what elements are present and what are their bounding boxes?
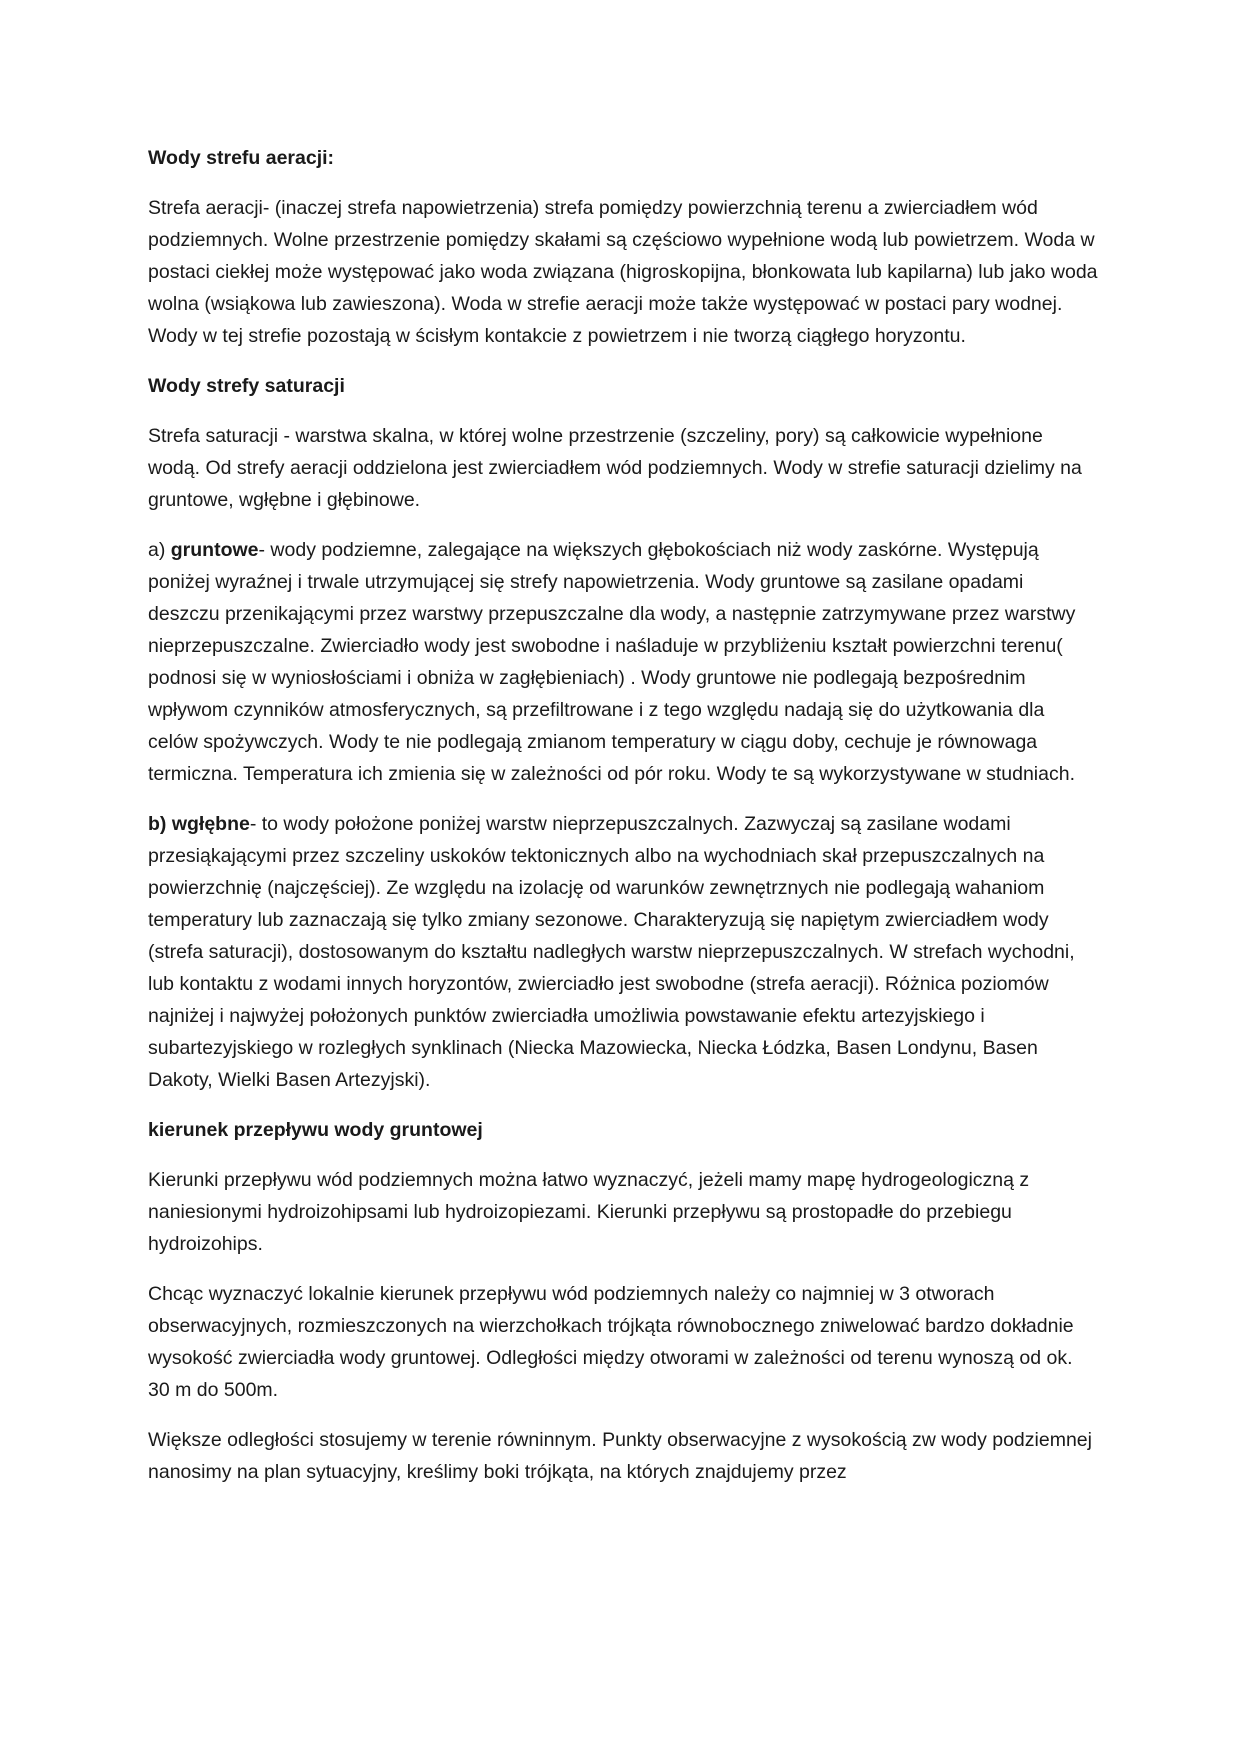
paragraph-flow-distances: Większe odległości stosujemy w terenie równinnym. Punkty obserwacyjne z wysokością zw wody podziemnej nanosimy na plan sytuacyjny, kreślimy boki trójkąta, na których znajdujemy przez <box>148 1429 1092 1483</box>
paragraph-saturation-zone: Strefa saturacji - warstwa skalna, w której wolne przestrzenie (szczeliny, pory) są całkowicie wypełnione wodą. Od strefy aeracji oddzielona jest zwierciadłem wód podziemnych. Wody w strefie saturacji dzielimy na gruntowe, wgłębne i głębinowe. <box>148 425 1082 511</box>
deep-water-term: b) wgłębne <box>148 813 250 835</box>
heading-flow-direction: kierunek przepływu wody gruntowej <box>148 1119 483 1141</box>
heading-aeration-zone: Wody strefu aeracji: <box>148 147 335 169</box>
paragraph-flow-map: Kierunki przepływu wód podziemnych można łatwo wyznaczyć, jeżeli mamy mapę hydrogeologiczną z naniesionymi hydroizohipsami lub hydroizopiezami. Kierunki przepływu są prostopadłe do przebiegu hydroizohips. <box>148 1169 1030 1255</box>
groundwater-term: gruntowe <box>170 539 259 561</box>
groundwater-prefix: a) <box>148 539 171 561</box>
paragraph-groundwater <box>148 534 1098 790</box>
paragraph-aeration-zone: Strefa aeracji- (inaczej strefa napowietrzenia) strefa pomiędzy powierzchnią terenu a zwierciadłem wód podziemnych. Wolne przestrzenie pomiędzy skałami są częściowo wypełnione wodą lub powietrzem. Woda w postaci ciekłej może występować jako woda związana (higroskopijna, błonkowata lub kapilarna) lub jako woda wolna (wsiąkowa lub zawieszona). Woda w strefie aeracji może także występować w postaci pary wodnej. Wody w tej strefie pozostają w ścisłym kontakcie z powietrzem i nie tworzą ciągłego horyzontu. <box>148 197 1098 347</box>
document-page <box>148 142 1098 1506</box>
groundwater-text: - wody podziemne, zalegające na większych głębokościach niż wody zaskórne. Występują poniżej wyraźnej i trwale utrzymującej się strefy napowietrzenia. Wody gruntowe są zasilane opadami deszczu przenikającymi przez warstwy przepuszczalne dla wody, a następnie zatrzymywane przez warstwy nieprzepuszczalne. Zwierciadło wody jest swobodne i naśladuje w przybliżeniu kształt powierzchni terenu( podnosi się w wyniosłościami i obniża w zagłębieniach) . Wody gruntowe nie podlegają bezpośrednim wpływom czynników atmosferycznych, są przefiltrowane i z tego względu nadają się do użytkowania dla celów spożywczych. Wody te nie podlegają zmianom temperatury w ciągu doby, cechuje je równowaga termiczna. Temperatura ich zmienia się w zależności od pór roku. Wody te są wykorzystywane w studniach. <box>148 539 1076 785</box>
deep-water-text: - to wody położone poniżej warstw nieprzepuszczalnych. Zazwyczaj są zasilane wodami przesiąkającymi przez szczeliny uskoków tektonicznych albo na wychodniach skał przepuszczalnych na powierzchnię (najczęściej). Ze względu na izolację od warunków zewnętrznych nie podlegają wahaniom temperatury lub zaznaczają się tylko zmiany sezonowe. Charakteryzują się napiętym zwierciadłem wody (strefa saturacji), dostosowanym do kształtu nadległych warstw nieprzepuszczalnych. W strefach wychodni, lub kontaktu z wodami innych horyzontów, zwierciadło jest swobodne (strefa aeracji). Różnica poziomów najniżej i najwyżej położonych punktów zwierciadła umożliwia powstawanie efektu artezyjskiego i subartezyjskiego w rozległych synklinach (Niecka Mazowiecka, Niecka Łódzka, Basen Londynu, Basen Dakoty, Wielki Basen Artezyjski). <box>148 813 1075 1091</box>
heading-saturation-zone: Wody strefy saturacji <box>148 375 345 397</box>
paragraph-deep-water <box>148 808 1098 1096</box>
paragraph-flow-local: Chcąc wyznaczyć lokalnie kierunek przepływu wód podziemnych należy co najmniej w 3 otworach obserwacyjnych, rozmieszczonych na wierzchołkach trójkąta równobocznego zniwelować bardzo dokładnie wysokość zwierciadła wody gruntowej. Odległości między otworami w zależności od terenu wynoszą od ok. 30 m do 500m. <box>148 1283 1074 1401</box>
